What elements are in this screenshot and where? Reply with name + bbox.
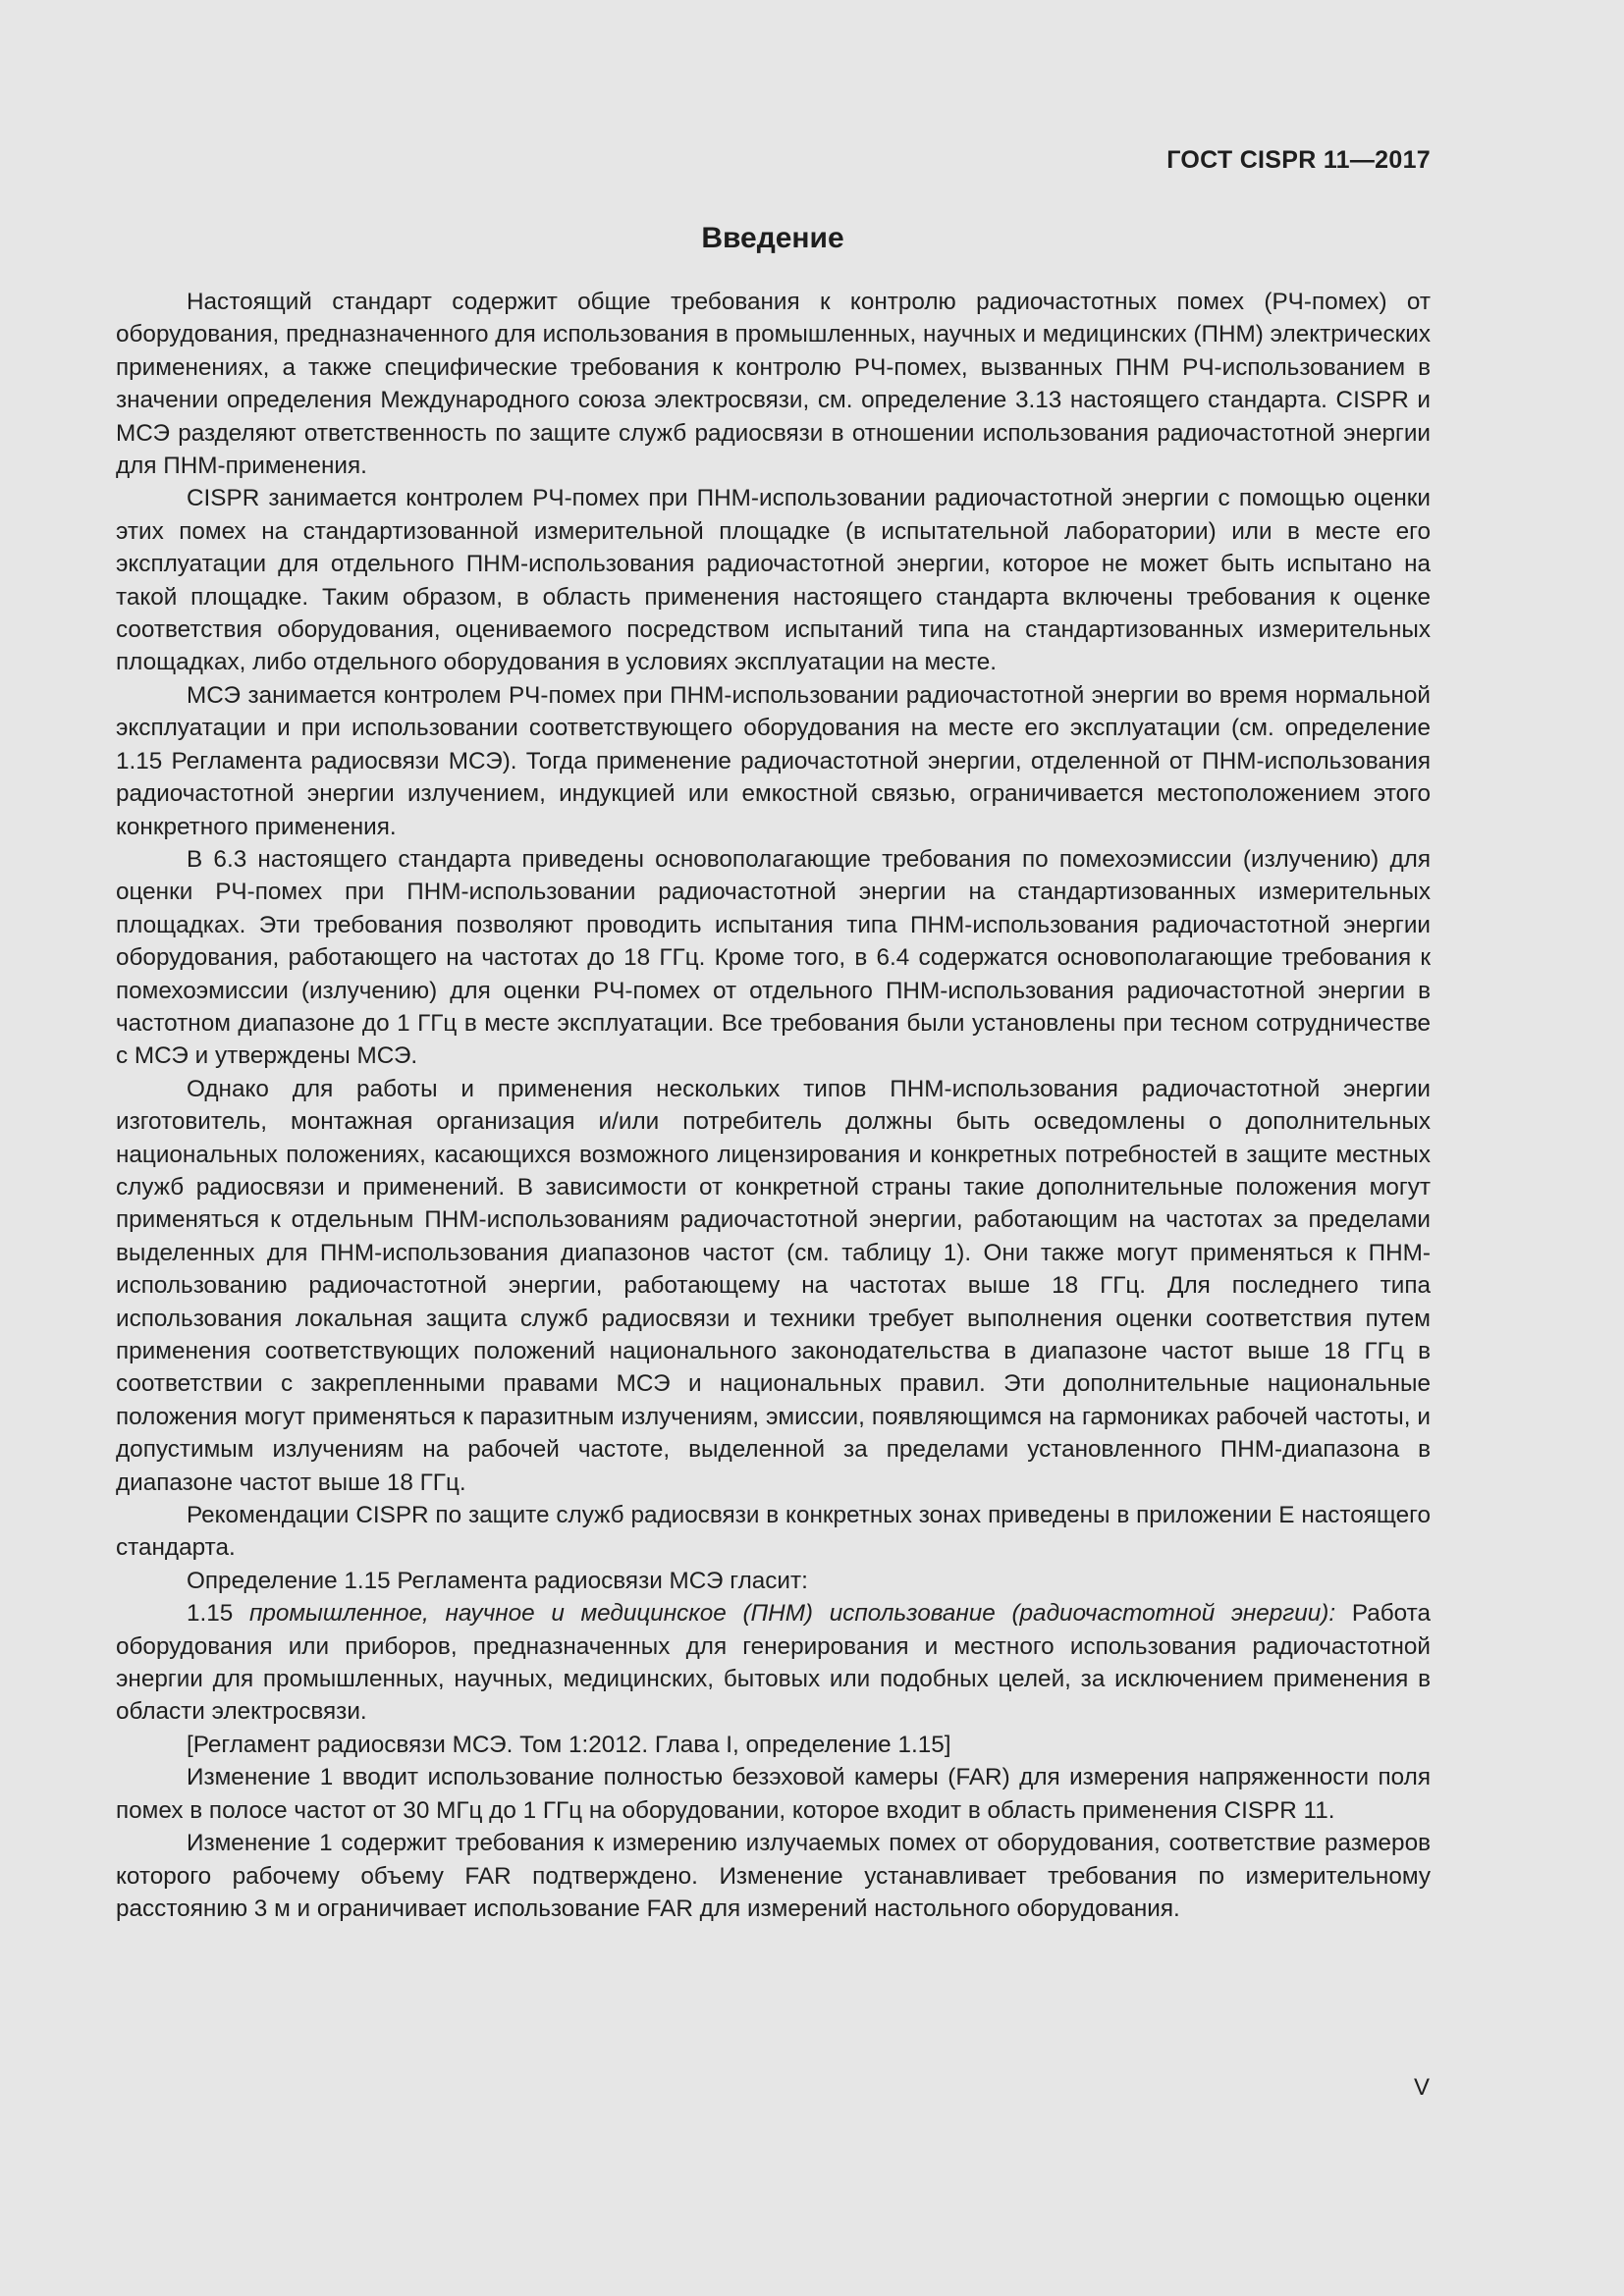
reference-paragraph: [Регламент радиосвязи МСЭ. Том 1:2012. Глава I, определение 1.15] [187,1731,951,1758]
paragraph: Настоящий стандарт содержит общие требования к контролю радиочастотных помех (РЧ-помех) от оборудования, предназначенного для использования в промышленных, научных и медицинских (ПНМ) электрических применениях, а также специфические требования к контролю РЧ-помех, вызванных ПНМ РЧ-использованием в значении определения Международного союза электросвязи, см. определение 3.13 настоящего стандарта. CISPR и МСЭ разделяют ответственность по защите служб радиосвязи в отношении использования радиочастотной энергии для ПНМ-применения. [116,289,1431,480]
paragraph: Однако для работы и применения нескольких типов ПНМ-использования радиочастотной энергии изготовитель, монтажная организация и/или потребитель должны быть осведомлены о дополнительных национальных положениях, касающихся возможного лицензирования и конкретных потребностей в защите местных служб радиосвязи и применений. В зависимости от конкретной страны такие дополнительные положения могут применяться к отдельным ПНМ-использованиям радиочастотной энергии, работающим на частотах за пределами выделенных для ПНМ-использования диапазонов частот (см. таблицу 1). Они также могут применяться к ПНМ-использованию радиочастотной энергии, работающему на частотах выше 18 ГГц. Для последнего типа использования локальная защита служб радиосвязи и техники требует выполнения оценки соответствия путем применения соответствующих положений национального законодательства в диапазоне частот выше 18 ГГц в соответствии с закрепленными правами МСЭ и национальных правил. Эти дополнительные национальные положения могут применяться к паразитным излучениям, эмиссии, появляющимся на гармониках рабочей частоты, и допустимым излучениям на рабочей частоте, выделенной за пределами установленного ПНМ-диапазона в диапазоне частот выше 18 ГГц. [116,1075,1431,1496]
paragraph: В 6.3 настоящего стандарта приведены основополагающие требования по помехоэмиссии (излучению) для оценки РЧ-помех при ПНМ-использовании радиочастотной энергии на стандартизованных измерительных площадках. Эти требования позволяют проводить испытания типа ПНМ-использования радиочастотной энергии оборудования, работающего на частотах до 18 ГГц. Кроме того, в 6.4 содержатся основополагающие требования к помехоэмиссии (излучению) для оценки РЧ-помех от отдельного ПНМ-использования радиочастотной энергии в частотном диапазоне до 1 ГГц в месте эксплуатации. Все требования были установлены при тесном сотрудничестве с МСЭ и утверждены МСЭ. [116,845,1431,1070]
paragraph: Изменение 1 содержит требования к измерению излучаемых помех от оборудования, соответствие размеров которого рабочему объему FAR подтверждено. Изменение устанавливает требования по измерительному расстоянию 3 м и ограничивает использование FAR для измерений настольного оборудования. [116,1830,1431,1922]
definition-term: промышленное, научное и медицинское (ПНМ) использование (радиочастотной энергии): [248,1600,1336,1628]
section-title: Введение [701,222,844,254]
paragraph: Рекомендации CISPR по защите служб радиосвязи в конкретных зонах приведены в приложении Е настоящего стандарта. [116,1502,1431,1562]
definition-paragraph [116,1597,1431,1729]
definition-text: Работа оборудования или приборов, предназначенных для генерирования и местного использования радиочастотной энергии для промышленных, научных, медицинских, бытовых или подобных целей, за исключением применения в области электросвязи. [116,1600,1432,1726]
paragraph: МСЭ занимается контролем РЧ-помех при ПНМ-использовании радиочастотной энергии во время нормальной эксплуатации и при использовании соответствующего оборудования на месте его эксплуатации (см. определение 1.15 Регламента радиосвязи МСЭ). Тогда применение радиочастотной энергии, отделенной от ПНМ-использования радиочастотной энергии излучением, индукцией или емкостной связью, ограничивается местоположением этого конкретного применения. [116,681,1431,840]
document-code: ГОСТ CISPR 11—2017 [1166,146,1431,174]
paragraph: Изменение 1 вводит использование полностью безэховой камеры (FAR) для измерения напряженности поля помех в полосе частот от 30 МГц до 1 ГГц на оборудовании, которое входит в область применения CISPR 11. [116,1764,1431,1824]
section-body [116,286,1431,1925]
page-number: V [1413,2074,1430,2101]
definition-number: 1.15 [187,1600,249,1628]
paragraph: CISPR занимается контролем РЧ-помех при ПНМ-использовании радиочастотной энергии с помощью оценки этих помех на стандартизованной измерительной площадке (в испытательной лаборатории) или в месте его эксплуатации для отдельного ПНМ-использования радиочастотной энергии, которое не может быть испытано на такой площадке. Таким образом, в область применения настоящего стандарта включены требования к оценке соответствия оборудования, оцениваемого посредством испытаний типа на стандартизованных измерительных площадках, либо отдельного оборудования в условиях эксплуатации на месте. [116,485,1431,676]
paragraph: Определение 1.15 Регламента радиосвязи МСЭ гласит: [187,1567,808,1594]
